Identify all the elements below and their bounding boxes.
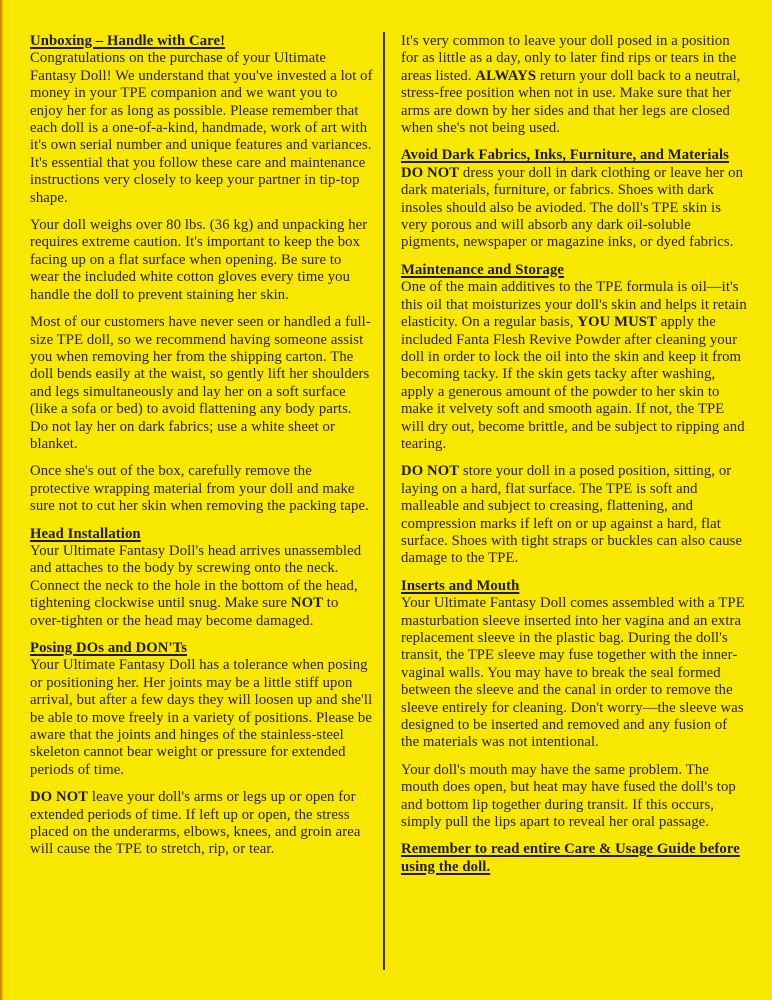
text-run: It's very common to leave your doll posed in a position for as little as a day, only to later find rips or tears in the areas listed. [401, 33, 737, 84]
section-heading [30, 526, 373, 543]
text-run: Congratulations on the purchase of your Ultimate Fantasy Doll! We understand that you've invested a lot of money in your TPE companion and we want you to enjoy her for as long as possible. Please remember that each doll is a one-of-a-kind, handmade, work of art with it's own serial number and unique features and variances. It's essential that you follow these care and maintenance instructions very closely to keep your partner in tip-top shape. [30, 50, 373, 206]
emphasis-text: Posing DOs and DON'Ts [30, 640, 188, 656]
text-run: return your doll back to a neutral, stress-free position when not in use. Make sure that her arms are down by her sides and that her legs are closed when she's not being used. [401, 67, 741, 137]
section-heading [401, 578, 749, 595]
column-divider [383, 32, 385, 970]
emphasis-text: Avoid Dark Fabrics, Inks, Furniture, and Materials [401, 147, 730, 164]
emphasis-text: Inserts and Mouth [401, 577, 520, 594]
body-paragraph [30, 463, 373, 515]
body-paragraph [30, 314, 373, 453]
scan-edge-artifact [0, 0, 4, 1000]
body-paragraph [401, 463, 749, 567]
text-run: Your Ultimate Fantasy Doll comes assembled with a TPE masturbation sleeve inserted into her vagina and an extra replacement sleeve in the plastic bag. During the doll's transit, the TPE sleeve may fuse together with the inner-vaginal walls. You may have to break the seal formed between the sleeve and the canal in order to remove the sleeve entirely for cleaning. Don't worry—the sleeve was designed to be inserted and removed and any fusion of the materials was not intentional. [401, 595, 745, 751]
text-run: Your doll weighs over 80 lbs. (36 kg) and unpacking her requires extreme caution. It's important to keep the box facing up on a flat surface when opening. Be sure to wear the included white cotton gloves every time you handle the doll to prevent staining her skin. [30, 217, 368, 303]
emphasis-text: Head Installation [30, 525, 141, 542]
text-run: leave your doll's arms or legs up or open for extended periods of time. If left up or open, the stress placed on the underarms, elbows, knees, and groin area will cause the TPE to stretch, rip, or tear. [30, 789, 361, 858]
body-paragraph [401, 165, 749, 252]
text-run: to over-tighten or the head may become damaged. [30, 595, 339, 629]
right-column [401, 33, 749, 876]
emphasis-text: DO NOT [401, 164, 460, 181]
emphasis-text: DO NOT [401, 463, 460, 480]
emphasis-text: NOT [290, 595, 324, 612]
emphasis-text: DO NOT [30, 789, 89, 806]
text-run: Your Ultimate Fantasy Doll's head arrives unassembled and attaches to the body by screwing onto the neck. Connect the neck to the hole in the bottom of the head, tightening clockwise until snug. Make sure [30, 542, 362, 612]
body-paragraph [401, 33, 749, 137]
text-run: dress your doll in dark clothing or leave her on dark materials, furniture, or fabrics. Shoes with dark insoles should also be avioded. The doll's TPE skin is very porous and will absorb any dark oil-soluble pigments, newspaper or magazine inks, or dyed fabrics. [401, 164, 744, 251]
section-heading [401, 841, 749, 876]
body-paragraph [30, 217, 373, 304]
body-paragraph [30, 543, 373, 630]
left-column [30, 33, 373, 869]
body-paragraph [401, 279, 749, 453]
body-paragraph [401, 595, 749, 752]
emphasis-text: Remember to read entire Care & Usage Guide before using the doll. [401, 841, 740, 875]
section-heading [30, 33, 373, 50]
text-run: apply the included Fanta Flesh Revive Powder after cleaning your doll in order to lock the oil into the skin and keep it from becoming tacky. If the skin gets tacky after washing, apply a generous amount of the powder to her skin to make it velvety soft and smooth again. If not, the TPE will dry out, become brittle, and be subject to ripping and tearing. [401, 314, 745, 452]
text-run: One of the main additives to the TPE formula is oil—it's this oil that moisturizes your doll's skin and helps it retain elasticity. On a regular basis, [401, 279, 747, 331]
section-heading [401, 262, 749, 279]
body-paragraph [30, 50, 373, 207]
text-run: Your doll's mouth may have the same problem. The mouth does open, but heat may have fused the doll's top and bottom lip together during transit. If this occurs, simply pull the lips apart to reveal her oral passage. [401, 761, 736, 831]
emphasis-text: ALWAYS [475, 67, 537, 84]
text-run: Your Ultimate Fantasy Doll has a tolerance when posing or positioning her. Her joints may be a little stiff upon arrival, but after a few days they will loosen up and she'll be able to move freely in a variety of positions. Please be aware that the joints and hinges of the stainless-steel skeleton cannot bear weight or pressure for extended periods of time. [30, 657, 373, 778]
emphasis-text: Maintenance and Storage [401, 261, 565, 278]
section-heading [30, 640, 373, 657]
body-paragraph [30, 789, 373, 859]
section-heading [401, 147, 749, 164]
body-paragraph [401, 762, 749, 832]
emphasis-text: Unboxing – Handle with Care! [30, 33, 226, 49]
emphasis-text: YOU MUST [577, 314, 657, 331]
text-run: Once she's out of the box, carefully remove the protective wrapping material from your doll and make sure not to cut her skin when removing the packing tape. [30, 463, 369, 515]
text-run: Most of our customers have never seen or handled a full-size TPE doll, so we recommend having someone assist you when removing her from the shipping carton. The doll bends easily at the waist, so gently lift her shoulders and legs simultaneously and lay her on a soft surface (like a sofa or bed) to avoid flattening any body parts. Do not lay her on dark fabrics; use a white sheet or blanket. [30, 314, 371, 452]
body-paragraph [30, 657, 373, 779]
text-run: store your doll in a posed position, sitting, or laying on a hard, flat surface. The TPE is soft and malleable and subject to creasing, flattening, and compression marks if left on or up against a hard, flat surface. Shoes with tight straps or buckles can also cause damage to the TPE. [401, 463, 743, 567]
